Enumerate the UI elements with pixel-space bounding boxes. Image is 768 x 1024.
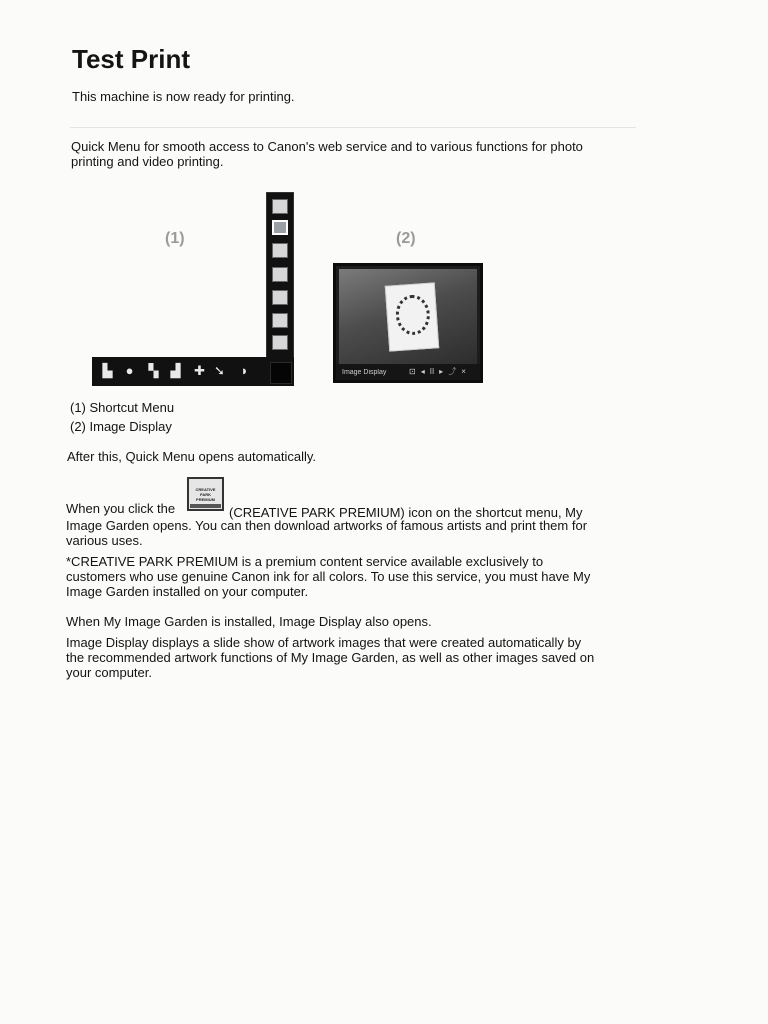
document-icon: ▚ [148, 363, 159, 378]
printer-icon: ▙ [102, 363, 113, 378]
plus-icon: ✚ [194, 363, 205, 378]
figure-label-2: (2) [396, 230, 416, 247]
web-service-shortcut-icon [272, 313, 288, 328]
globe-icon: ● [125, 363, 134, 378]
creative-line-3: various uses. [66, 533, 143, 548]
note-line-1: *CREATIVE PARK PREMIUM is a premium content service available exclusively to [66, 554, 544, 569]
note-line-2: customers who use genuine Canon ink for all colors. To use this service, you must have My [66, 569, 591, 584]
page-title: Test Print [72, 44, 190, 74]
cpp-icon-text-1: CREATIVE [195, 487, 216, 492]
intro-line-1: Quick Menu for smooth access to Canon's web service and to various functions for photo [71, 139, 583, 154]
note-line-3: Image Garden installed on your computer. [66, 584, 309, 599]
ready-text: This machine is now ready for printing. [72, 89, 295, 104]
after-text: After this, Quick Menu opens automatically. [67, 449, 317, 464]
creative-park-premium-icon [187, 477, 224, 511]
slideshow-line-1: Image Display displays a slide show of artwork images that were created automatically by [66, 635, 582, 650]
cpp-icon-text-2: PARK [199, 492, 212, 497]
cpp-icon-text-3: PREMIUM [196, 497, 215, 502]
section-divider [70, 127, 636, 128]
slideshow-line-2: the recommended artwork functions of My Image Garden, as well as other images saved on [66, 650, 595, 665]
pause-icon: II [429, 367, 435, 376]
image-display-control-bar [336, 364, 480, 380]
fullscreen-icon: ⊡ [409, 367, 416, 376]
shortcut-top-icon [272, 199, 288, 214]
caption-image-display: (2) Image Display [70, 419, 172, 434]
installed-text: When My Image Garden is installed, Image Display also opens. [66, 614, 432, 629]
artwork-card [385, 282, 439, 351]
creative-line-1-prefix: When you click the [66, 501, 176, 516]
image-display-window [333, 263, 483, 383]
export-icon: ⤴ [448, 367, 457, 376]
creative-line-1-suffix: (CREATIVE PARK PREMIUM) icon on the shortcut menu, My [229, 505, 583, 520]
photo-print-shortcut-icon [272, 243, 288, 258]
intro-line-2: printing and video printing. [71, 154, 224, 169]
calendar-shortcut-icon [272, 290, 288, 305]
close-icon: × [461, 367, 466, 376]
next-icon: ▸ [439, 367, 444, 376]
scanner-icon: ▟ [170, 363, 181, 378]
figure-label-1: (1) [165, 230, 185, 247]
shortcut-menu-horizontal-bar [92, 357, 294, 386]
arrow-icon: ➘ [214, 363, 225, 378]
settings-shortcut-icon [272, 335, 288, 350]
artwork-wreath [395, 294, 432, 336]
slideshow-line-3: your computer. [66, 665, 152, 680]
info-icon: ◗ [240, 363, 249, 378]
caption-shortcut-menu: (1) Shortcut Menu [70, 400, 175, 415]
creative-line-2: Image Garden opens. You can then download artworks of famous artists and print them for [66, 518, 588, 533]
image-display-bar-label: Image Display [342, 368, 387, 376]
shortcut-menu-corner-slot [270, 362, 292, 384]
creative-park-shortcut-icon [272, 220, 288, 235]
previous-icon: ◂ [420, 367, 425, 376]
image-display-stage [339, 269, 477, 365]
video-print-shortcut-icon [272, 267, 288, 282]
